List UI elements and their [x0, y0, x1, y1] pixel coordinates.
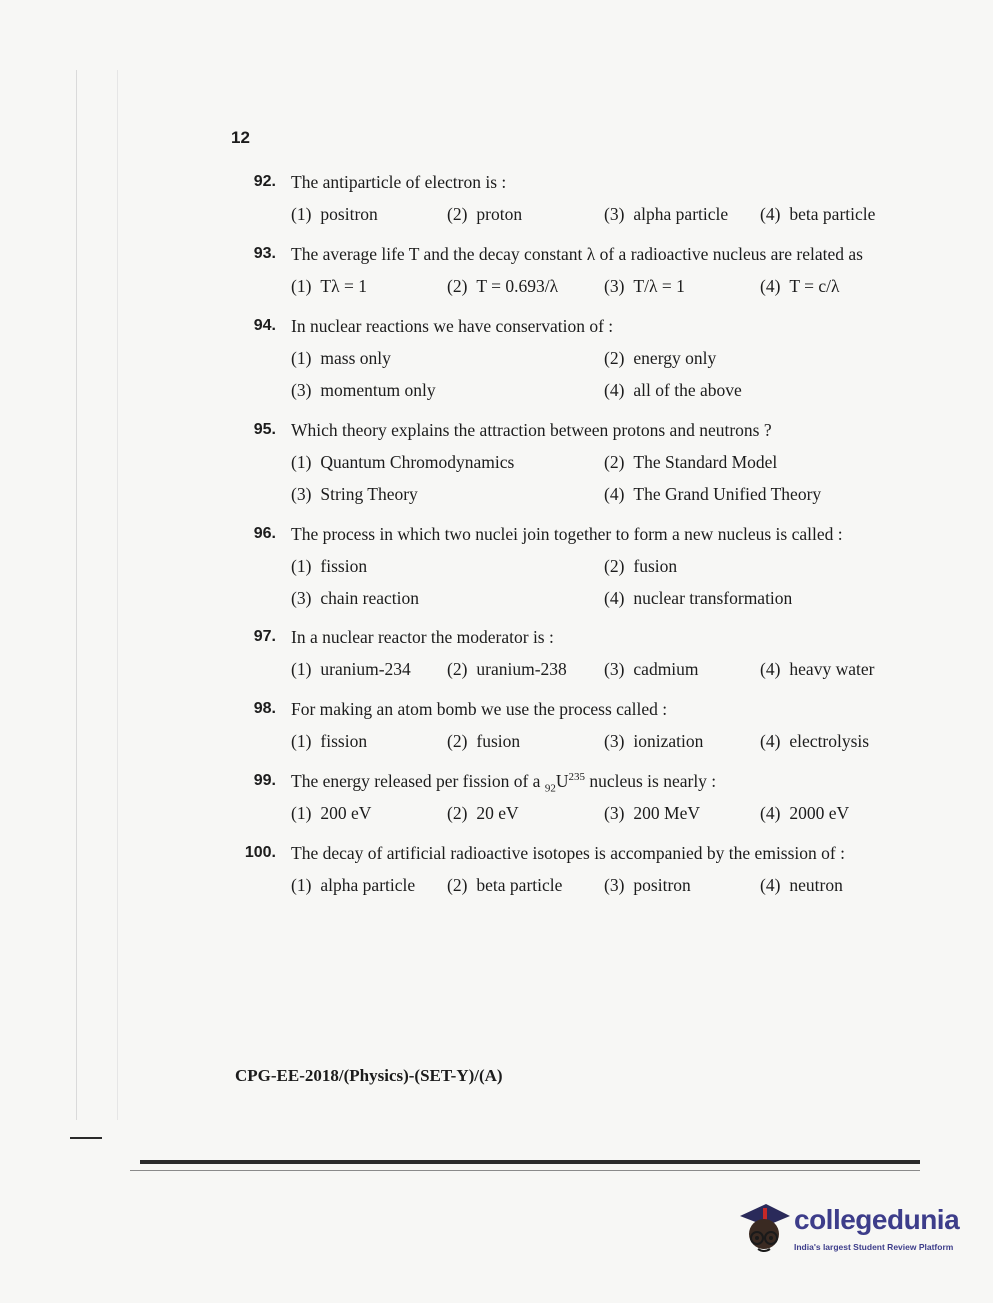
- question-text: In nuclear reactions we have conservation of :: [291, 316, 614, 336]
- collegedunia-logo[interactable]: [736, 1198, 966, 1258]
- question-number: 99.: [253, 772, 276, 789]
- option-1: (1) Tλ = 1: [291, 276, 367, 296]
- mass-number: 235: [568, 771, 585, 784]
- margin-mark: [70, 1137, 102, 1139]
- option-2: (2) fusion: [604, 556, 678, 576]
- option-2: (2) fusion: [447, 731, 521, 751]
- option-4: (4) The Grand Unified Theory: [604, 484, 822, 504]
- option-4: (4) 2000 eV: [760, 803, 850, 823]
- option-3: (3) T/λ = 1: [604, 276, 685, 296]
- logo-tagline: India's largest Student Review Platform: [794, 1242, 954, 1252]
- option-4: (4) electrolysis: [760, 731, 870, 751]
- option-1: (1) fission: [291, 731, 368, 751]
- option-1: (1) alpha particle: [291, 875, 416, 895]
- mascot-icon: [736, 1198, 792, 1258]
- option-2: (2) beta particle: [447, 875, 563, 895]
- question-text: The process in which two nuclei join together to form a new nucleus is called :: [291, 524, 843, 544]
- option-2: (2) 20 eV: [447, 803, 519, 823]
- option-4: (4) beta particle: [760, 204, 876, 224]
- option-2: (2) proton: [447, 204, 523, 224]
- option-2: (2) energy only: [604, 348, 717, 368]
- question-text: The antiparticle of electron is :: [291, 172, 507, 192]
- option-1: (1) Quantum Chromodynamics: [291, 452, 515, 472]
- scan-margin: [76, 70, 118, 1120]
- question-text: The energy released per fission of a $_{92}U^{235}$ nucleus is nearly :: [291, 771, 717, 795]
- option-3: (3) ionization: [604, 731, 704, 751]
- question-number: 94.: [253, 317, 276, 334]
- option-1: (1) positron: [291, 204, 378, 224]
- option-4: (4) all of the above: [604, 380, 742, 400]
- option-3: (3) 200 MeV: [604, 803, 700, 823]
- option-1: (1) 200 eV: [291, 803, 372, 823]
- option-3: (3) alpha particle: [604, 204, 729, 224]
- option-3: (3) positron: [604, 875, 691, 895]
- question-text: The decay of artificial radioactive isotopes is accompanied by the emission of :: [291, 843, 845, 863]
- option-2: (2) The Standard Model: [604, 452, 778, 472]
- question-text: In a nuclear reactor the moderator is :: [291, 627, 554, 647]
- question-number: 93.: [253, 245, 276, 262]
- option-4: (4) heavy water: [760, 659, 875, 679]
- bottom-rule: [140, 1160, 920, 1164]
- page-number: 12: [231, 128, 250, 147]
- question-number: 96.: [253, 525, 276, 542]
- paper-code: CPG-EE-2018/(Physics)-(SET-Y)/(A): [235, 1066, 503, 1085]
- option-4: (4) nuclear transformation: [604, 588, 793, 608]
- atomic-number: 92: [544, 782, 556, 795]
- option-1: (1) uranium-234: [291, 659, 411, 679]
- question-text: For making an atom bomb we use the process called :: [291, 699, 668, 719]
- bottom-rule-thin: [130, 1170, 920, 1171]
- option-4: (4) neutron: [760, 875, 843, 895]
- logo-name: collegedunia: [794, 1204, 960, 1235]
- question-text: Which theory explains the attraction between protons and neutrons ?: [291, 420, 772, 440]
- question-number: 97.: [253, 628, 276, 645]
- option-4: (4) T = c/λ: [760, 276, 840, 296]
- option-3: (3) chain reaction: [291, 588, 420, 608]
- option-1: (1) mass only: [291, 348, 391, 368]
- question-number: 92.: [253, 173, 276, 190]
- question-number: 98.: [253, 700, 276, 717]
- option-2: (2) uranium-238: [447, 659, 567, 679]
- option-3: (3) String Theory: [291, 484, 418, 504]
- question-text: The average life T and the decay constant λ of a radioactive nucleus are related as: [291, 244, 863, 264]
- question-number: 95.: [253, 421, 276, 438]
- option-2: (2) T = 0.693/λ: [447, 276, 559, 296]
- question-number: 100.: [244, 844, 276, 861]
- option-1: (1) fission: [291, 556, 368, 576]
- option-3: (3) momentum only: [291, 380, 436, 400]
- option-3: (3) cadmium: [604, 659, 699, 679]
